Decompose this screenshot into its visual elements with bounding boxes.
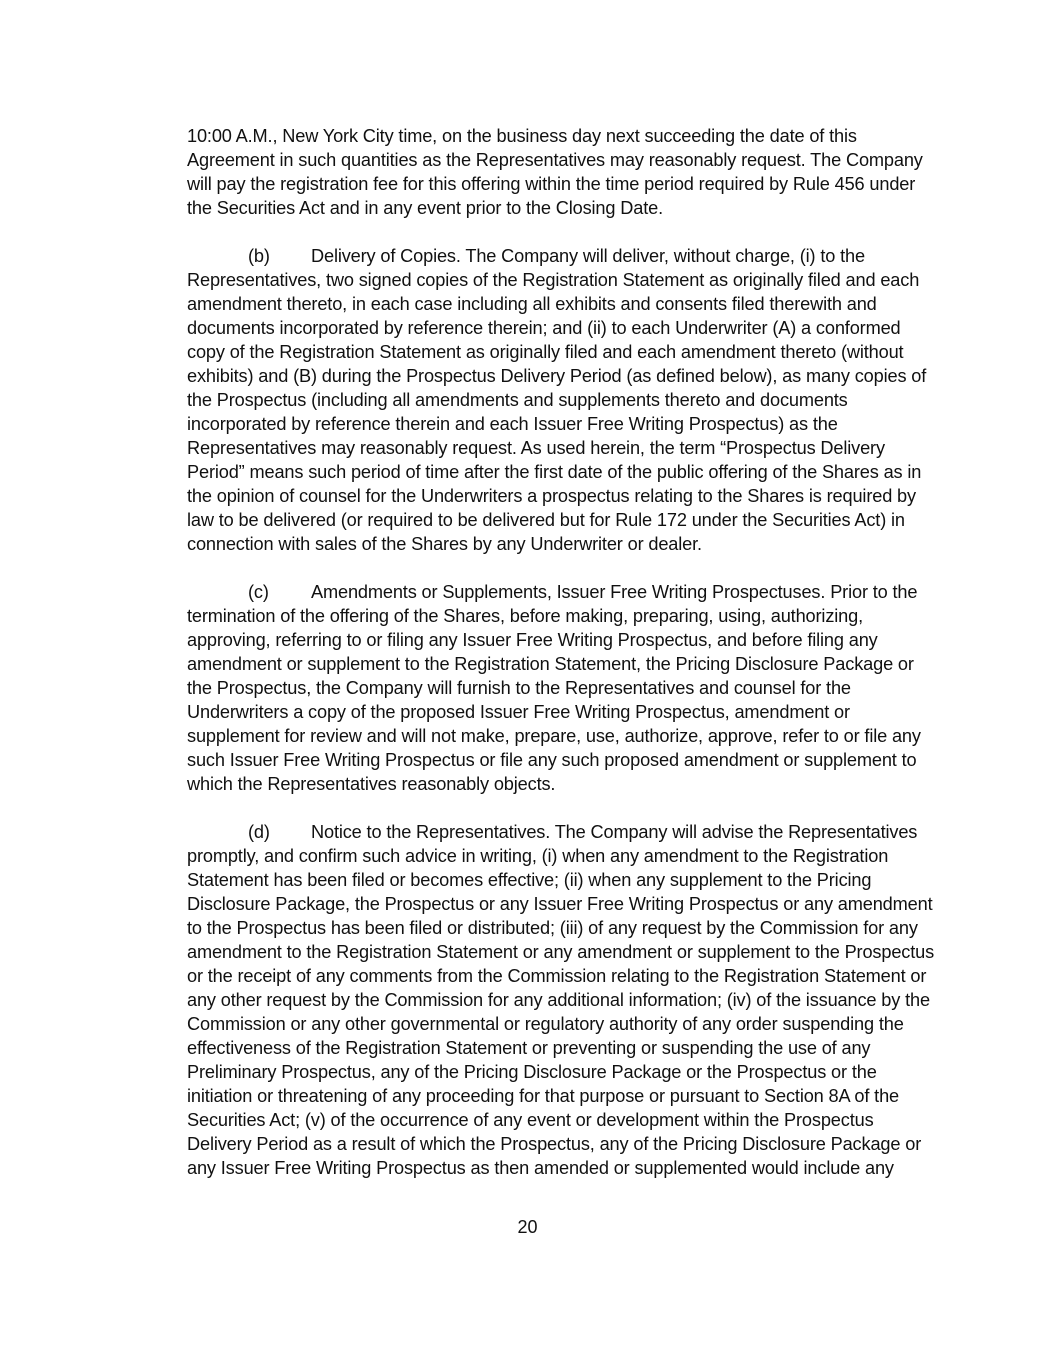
section-b-label: (b) [248, 246, 270, 266]
section-c-paragraph [187, 580, 935, 796]
section-c-label: (c) [248, 582, 269, 602]
section-b-text: The Company will deliver, without charge, (i) to the Representatives, two signed copies of the Registration Statement as originally filed and each amendment thereto, in each case including all exhibits and consents filed therewith and documents incorporated by reference therein; and (ii) to each Underwriter (A) a conformed copy of the Registration Statement as originally filed and each amendment thereto (without exhibits) and (B) during the Prospectus Delivery Period (as defined below), as many copies of the Prospectus (including all amendments and supplements thereto and documents incorporated by reference therein and each Issuer Free Writing Prospectus) as the Representatives may reasonably request. As used herein, the term “Prospectus Delivery Period” means such period of time after the first date of the public offering of the Shares as in the opinion of counsel for the Underwriters a prospectus relating to the Shares is required by law to be delivered (or required to be delivered but for Rule 172 under the Securities Act) in connection with sales of the Shares by any Underwriter or dealer. [187, 246, 927, 554]
document-body [187, 124, 935, 1204]
section-b-heading: Delivery of Copies. [311, 246, 461, 266]
section-c-text: Prior to the termination of the offering of the Shares, before making, preparing, using, authorizing, approving, referring to or filing any Issuer Free Writing Prospectus, and before filing any amendment or supplement to the Registration Statement, the Pricing Disclosure Package or the Prospectus, the Company will furnish to the Representatives and counsel for the Underwriters a copy of the proposed Issuer Free Writing Prospectus, amendment or supplement for review and will not make, prepare, use, authorize, approve, refer to or file any such Issuer Free Writing Prospectus or file any such proposed amendment or supplement to which the Representatives reasonably objects. [187, 582, 921, 794]
section-d-label: (d) [248, 822, 270, 842]
page-number: 20 [517, 1217, 538, 1237]
section-d-text: The Company will advise the Representatives promptly, and confirm such advice in writing, (i) when any amendment to the Registration Statement has been filed or becomes effective; (ii) when any supplement to the Pricing Disclosure Package, the Prospectus or any Issuer Free Writing Prospectus or any amendment to the Prospectus has been filed or distributed; (iii) of any request by the Commission for any amendment to the Registration Statement or any amendment or supplement to the Prospectus or the receipt of any comments from the Commission relating to the Registration Statement or any other request by the Commission for any additional information; (iv) of the issuance by the Commission or any other governmental or regulatory authority of any order suspending the effectiveness of the Registration Statement or preventing or suspending the use of any Preliminary Prospectus, any of the Pricing Disclosure Package or the Prospectus or the initiation or threatening of any proceeding for that purpose or pursuant to Section 8A of the Securities Act; (v) of the occurrence of any event or development within the Prospectus Delivery Period as a result of which the Prospectus, any of the Pricing Disclosure Package or any Issuer Free Writing Prospectus as then amended or supplemented would include any [187, 822, 935, 1178]
intro-paragraph: 10:00 A.M., New York City time, on the business day next succeeding the date of this Agreement in such quantities as the Representatives may reasonably request. The Company will pay the registration fee for this offering within the time period required by Rule 456 under the Securities Act and in any event prior to the Closing Date. [187, 126, 923, 218]
section-b-paragraph [187, 244, 935, 556]
section-c-heading: Amendments or Supplements, Issuer Free Writing Prospectuses. [311, 582, 826, 602]
section-d-heading: Notice to the Representatives. [311, 822, 551, 842]
section-d-paragraph [187, 820, 935, 1180]
